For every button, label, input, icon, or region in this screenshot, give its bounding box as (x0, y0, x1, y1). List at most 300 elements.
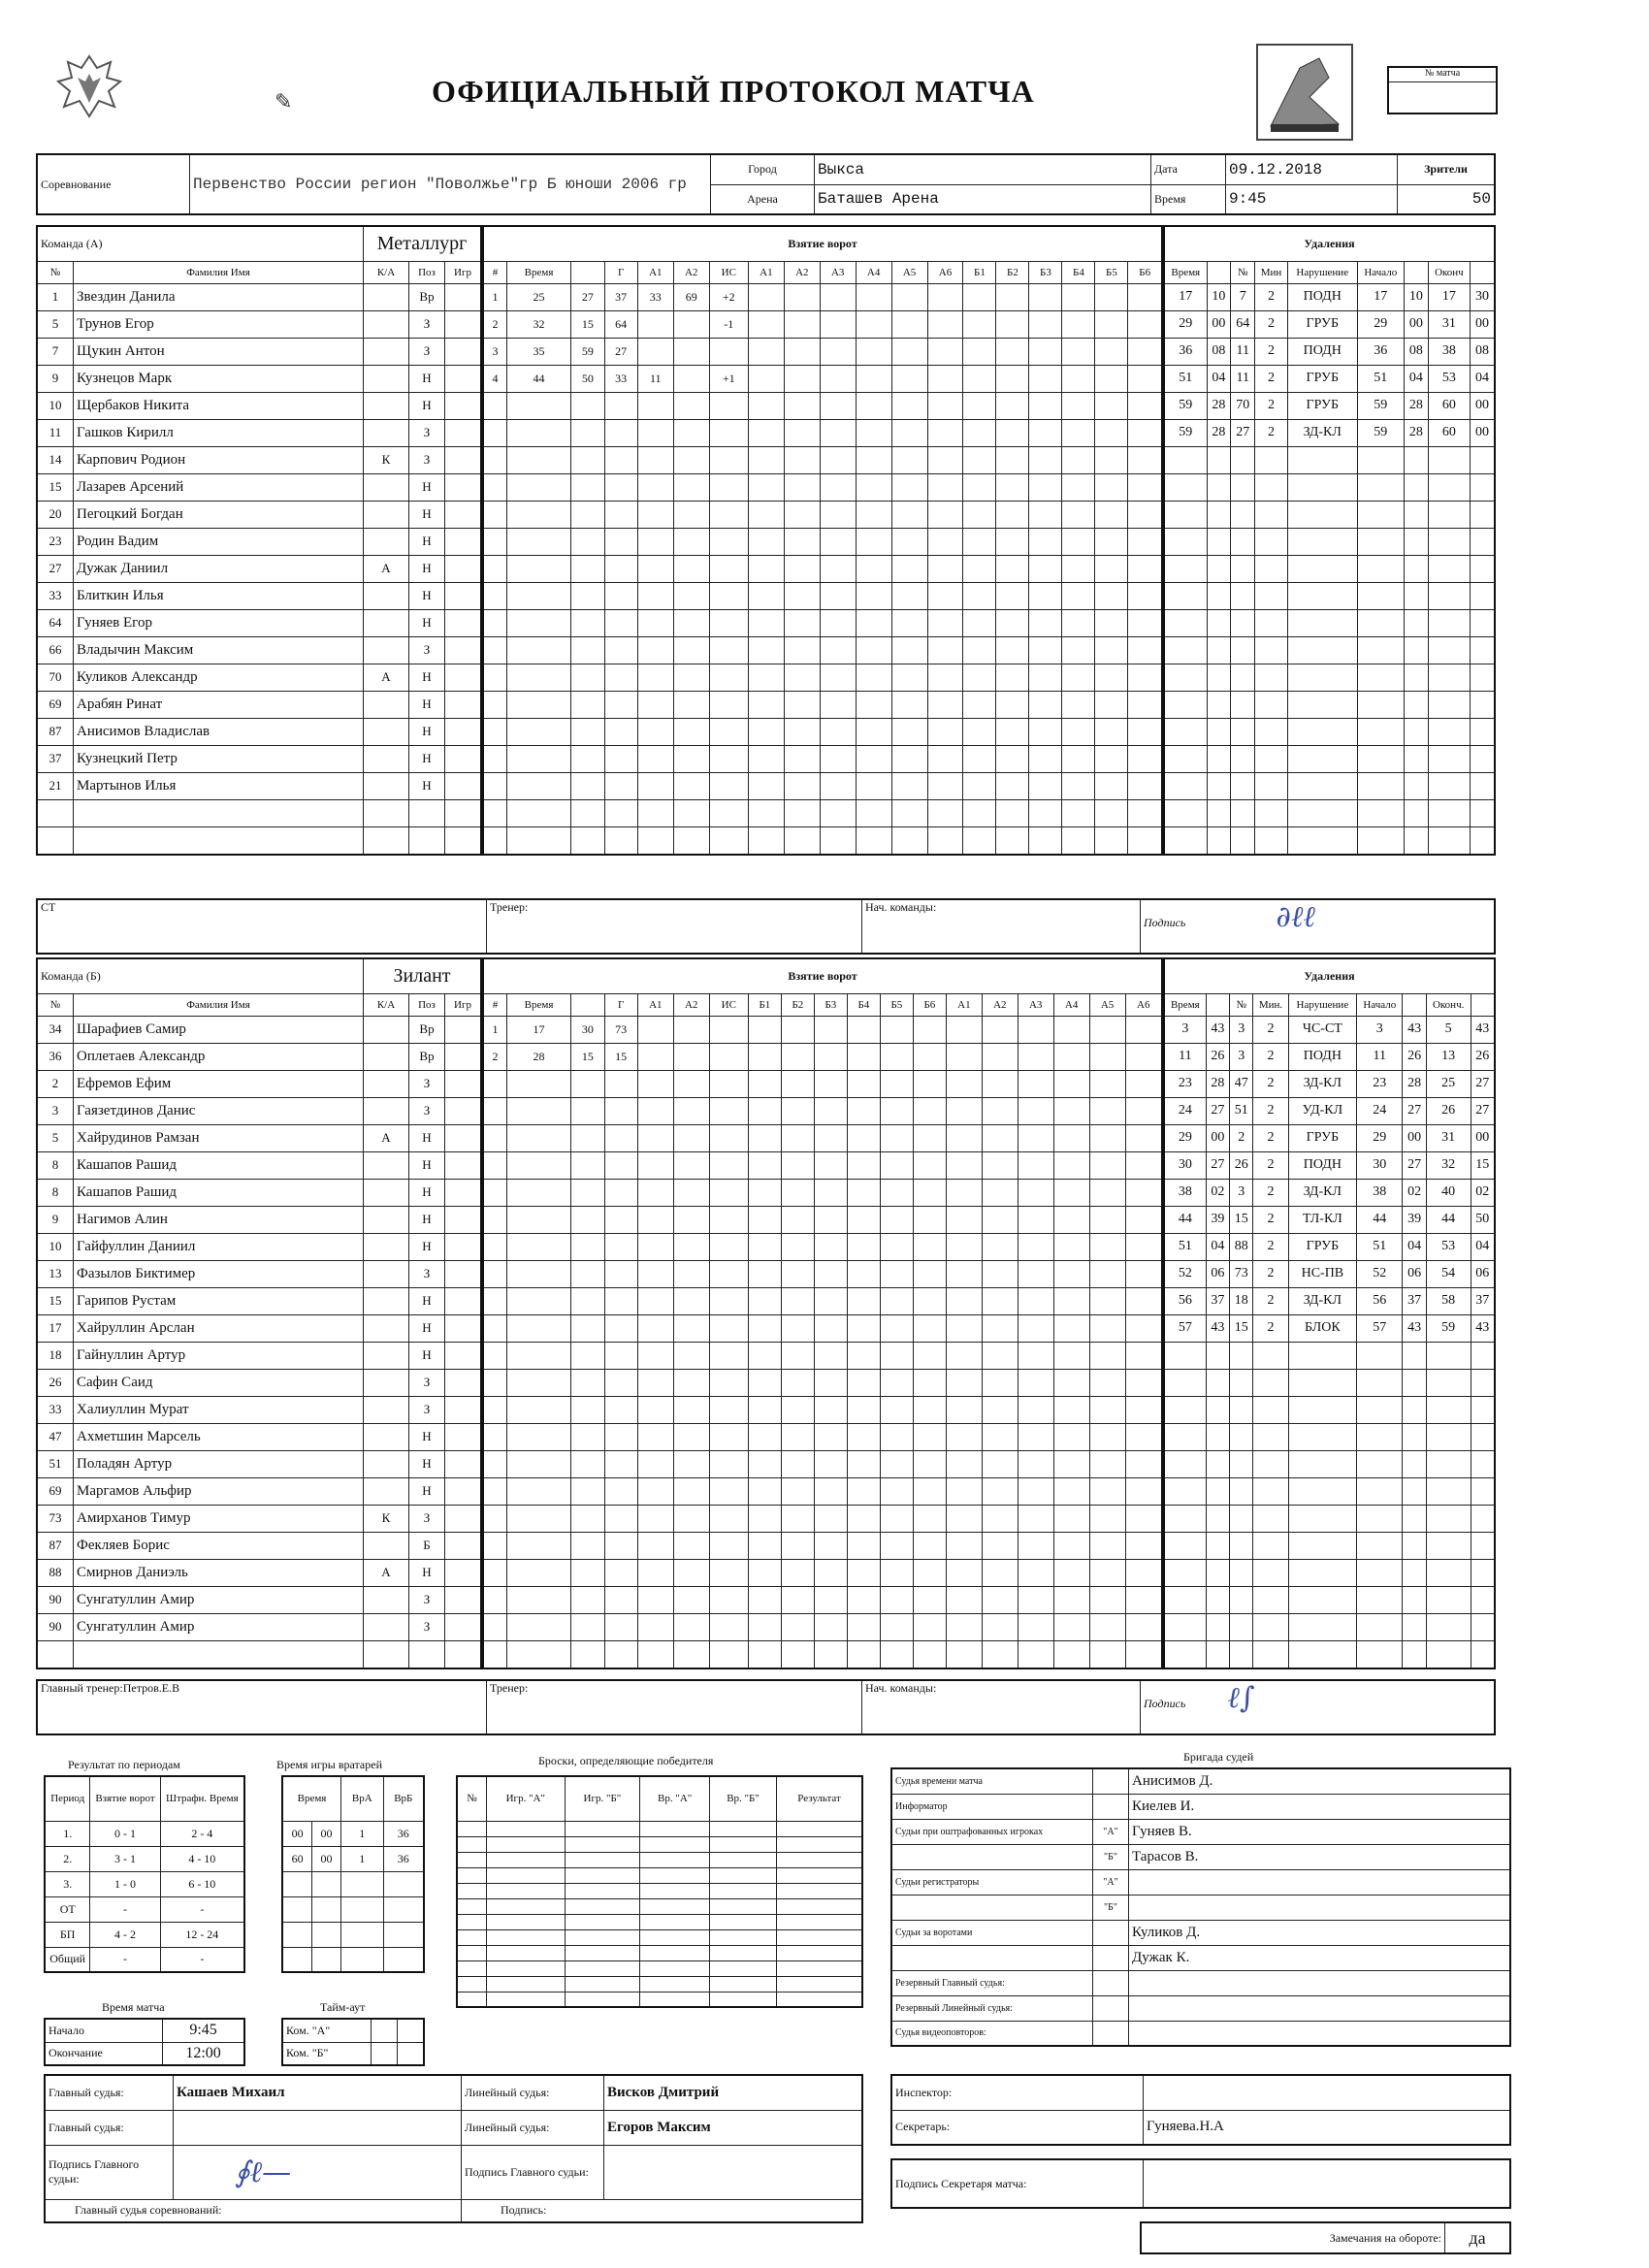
team-b-pen-start-min: 38 (1357, 1179, 1403, 1206)
team-b-goals-header-14: А2 (982, 993, 1018, 1016)
team-a-goal-onice (748, 310, 784, 338)
team-b-pen-start-sec (1403, 1396, 1426, 1423)
team-a-pen-minutes (1255, 664, 1288, 691)
secretary-label: Секретарь: (891, 2110, 1144, 2145)
team-b-goal-scorer (604, 1505, 637, 1532)
team-a-goal-onice (891, 446, 927, 473)
referees-table (44, 2074, 863, 2223)
team-b-goal-second: 15 (571, 1043, 604, 1070)
team-a-goal-situation (709, 338, 748, 365)
sign-3-label: Подпись: (462, 2199, 863, 2222)
team-a-player-number: 5 (37, 310, 74, 338)
team-a-goal-onice (1095, 419, 1128, 446)
team-b-goal-onice (880, 1450, 913, 1477)
team-b-goal-onice (781, 1423, 814, 1450)
team-b-goal-onice (814, 1206, 847, 1233)
team-a-pen-minutes (1255, 691, 1288, 718)
team-b-goal-onice (913, 1097, 946, 1124)
team-a-goal-onice (927, 745, 963, 772)
team-b-goal-second (571, 1423, 604, 1450)
team-b-goal-onice (781, 1477, 814, 1505)
team-b-pen-end-sec: 27 (1471, 1097, 1495, 1124)
team-a-goal-assist-1 (637, 826, 673, 855)
team-b-player-row (37, 1287, 481, 1314)
team-b-goal-onice (1125, 1314, 1162, 1342)
team-a-goal-number: 4 (483, 365, 506, 392)
team-a-goal-onice (996, 745, 1029, 772)
team-a-goal-second (571, 772, 604, 799)
team-a-goal-assist-2 (673, 555, 709, 582)
team-a-pen-second (1207, 528, 1231, 555)
team-b-goal-number (483, 1260, 506, 1287)
team-b-goal-situation (709, 1450, 748, 1477)
shootout-table (456, 1775, 863, 2008)
team-b-goal-onice (1018, 1287, 1053, 1314)
team-b-goal-onice (1053, 1559, 1089, 1586)
team-b-pen-minute (1164, 1477, 1206, 1505)
team-b-player-ka (364, 1423, 409, 1450)
team-b-pen-player: 88 (1230, 1233, 1253, 1260)
team-a-goal-onice (891, 338, 927, 365)
periods-table (44, 1775, 245, 1973)
team-a-pen-second: 28 (1207, 392, 1231, 419)
team-a-pen-end-min: 31 (1428, 310, 1470, 338)
team-a-goal-onice (1095, 664, 1128, 691)
team-b-goal-onice (748, 1314, 781, 1342)
team-a-goal-assist-2 (673, 691, 709, 718)
team-b-goal-onice (946, 1450, 982, 1477)
team-a-player-played (445, 501, 482, 528)
team-b-pen-start-sec: 26 (1403, 1043, 1426, 1070)
team-a-pen-end-min: 38 (1428, 338, 1470, 365)
team-a-goal-onice (784, 582, 820, 609)
team-a-pens-header-0: Время (1164, 261, 1207, 283)
team-a-goal-onice (927, 582, 963, 609)
official-side (1093, 1995, 1129, 2021)
team-a-pen-start-sec: 28 (1404, 392, 1428, 419)
team-a-pen-start-sec (1404, 664, 1428, 691)
team-b-goal-onice (1125, 1586, 1162, 1613)
team-b-goal-onice (1018, 1070, 1053, 1097)
team-b-goal-number (483, 1586, 506, 1613)
team-b-pen-end-min: 54 (1426, 1260, 1471, 1287)
team-a-goal-onice (748, 772, 784, 799)
team-b-goal-onice (946, 1369, 982, 1396)
team-b-player-row (37, 1314, 481, 1342)
team-a-goal-onice (748, 392, 784, 419)
team-b-pen-minute (1164, 1532, 1206, 1559)
team-a-pen-start-min (1357, 446, 1404, 473)
team-b-goal-onice (814, 1532, 847, 1559)
team-b-goal-onice (946, 1505, 982, 1532)
team-a-pen-start-min: 17 (1357, 283, 1404, 310)
team-b-pen-player: 73 (1230, 1260, 1253, 1287)
team-a-player-played (445, 365, 482, 392)
team-b-pen-end-sec (1471, 1369, 1495, 1396)
team-b-pen-minutes: 2 (1253, 1314, 1288, 1342)
team-a-pen-end-sec: 00 (1471, 419, 1495, 446)
team-b-goal-assist-2 (673, 1559, 709, 1586)
team-b-goal-onice (880, 1233, 913, 1260)
team-a-penalties (1163, 225, 1496, 856)
team-a-goal-onice (1029, 745, 1062, 772)
shootout-cell (487, 1960, 565, 1976)
team-a-player-number: 14 (37, 446, 74, 473)
team-b-pen-second (1206, 1450, 1229, 1477)
team-b-goal-onice (1018, 1151, 1053, 1179)
team-b-player-played (445, 1423, 482, 1450)
team-a-goal-onice (963, 745, 996, 772)
team-b-goal-onice (847, 1070, 880, 1097)
team-b-goal-onice (913, 1505, 946, 1532)
team-b-goal-onice (814, 1097, 847, 1124)
team-b-player-name: Сунгатуллин Амир (74, 1613, 364, 1640)
team-a-goal-number (483, 392, 506, 419)
team-a-goals-header-9: А3 (820, 261, 856, 283)
team-a-pen-end-sec (1471, 609, 1495, 636)
team-a-goal-onice (891, 636, 927, 664)
team-b-goal-onice (748, 1613, 781, 1640)
officials-table (890, 1767, 1511, 2047)
team-a-pen-minutes: 2 (1255, 283, 1288, 310)
team-b-goal-onice (913, 1450, 946, 1477)
team-a-player-number: 1 (37, 283, 74, 310)
team-a-goal-number (483, 664, 506, 691)
team-b-player-number: 88 (37, 1559, 74, 1586)
period-pim: 4 - 10 (160, 1846, 244, 1871)
team-a-goal-onice (1062, 473, 1095, 501)
team-b-pen-start-sec: 28 (1403, 1070, 1426, 1097)
team-a-goal-minute (506, 501, 570, 528)
team-b-goal-second: 30 (571, 1016, 604, 1043)
team-b-goal-onice (982, 1505, 1018, 1532)
team-b-player-number (37, 1640, 74, 1669)
period-label: 2. (45, 1846, 90, 1871)
team-b-goal-onice (847, 1233, 880, 1260)
team-a-player-row (37, 664, 481, 691)
team-b-pen-start-min: 57 (1357, 1314, 1403, 1342)
team-a-goal-onice (1062, 310, 1095, 338)
sign-main-1-label: Подпись Главного судьи: (45, 2145, 174, 2199)
shootout-cell (565, 1898, 640, 1914)
team-a-pen-minute: 29 (1164, 310, 1207, 338)
team-b-goal-assist-2 (673, 1070, 709, 1097)
shootout-cell (565, 1914, 640, 1929)
team-b-player-pos: З (409, 1097, 445, 1124)
team-b-goal-second (571, 1342, 604, 1369)
team-a-goal-onice (748, 636, 784, 664)
team-b-goal-situation (709, 1477, 748, 1505)
team-b-goal-onice (781, 1260, 814, 1287)
team-a-pen-minutes: 2 (1255, 419, 1288, 446)
team-a-pen-minute (1164, 501, 1207, 528)
team-a-player-ka (364, 365, 409, 392)
team-b-player-name: Хайруллин Арслан (74, 1314, 364, 1342)
official-row (891, 1920, 1510, 1945)
period-label: 1. (45, 1821, 90, 1846)
team-b-goal-minute (506, 1179, 570, 1206)
team-b-goal-onice (880, 1016, 913, 1043)
team-a-pen-minute: 59 (1164, 392, 1207, 419)
team-a-player-row (37, 310, 481, 338)
team-a-goal-onice (927, 772, 963, 799)
team-b-goal-onice (913, 1070, 946, 1097)
team-b-pen-start-sec: 27 (1403, 1097, 1426, 1124)
team-a-player-name: Мартынов Илья (74, 772, 364, 799)
team-b-goal-second (571, 1450, 604, 1477)
team-b-goal-onice (1053, 1640, 1089, 1669)
team-b-penalty-row (1164, 1124, 1495, 1151)
team-a-player-name: Дужак Даниил (74, 555, 364, 582)
team-a-goals-header-14: Б2 (996, 261, 1029, 283)
team-a-goal-onice (784, 691, 820, 718)
hockey-logo (1251, 39, 1358, 146)
team-b-penalty-row (1164, 1369, 1495, 1396)
team-b-goal-assist-1 (637, 1070, 673, 1097)
team-b-pen-second: 27 (1206, 1151, 1229, 1179)
team-b-player-number: 3 (37, 1097, 74, 1124)
team-a-player-row (37, 501, 481, 528)
period-label: 3. (45, 1871, 90, 1896)
team-a-goal-second (571, 799, 604, 826)
team-a-goal-onice (856, 582, 891, 609)
team-b-goal-onice (847, 1396, 880, 1423)
team-a-pen-start-sec (1404, 691, 1428, 718)
team-a-goal-onice (856, 772, 891, 799)
shootout-cell (640, 1867, 710, 1883)
shootout-row (457, 1992, 862, 2007)
team-a-pen-start-sec (1404, 582, 1428, 609)
team-a-goal-onice (748, 826, 784, 855)
team-a-goal-onice (1095, 745, 1128, 772)
goalie-second: 00 (312, 1846, 341, 1871)
team-b-player-played (445, 1151, 482, 1179)
official-row (891, 1844, 1510, 1869)
team-b-goal-onice (1018, 1043, 1053, 1070)
team-b-goal-onice (982, 1559, 1018, 1586)
team-b-goal-assist-1 (637, 1151, 673, 1179)
competition-ref-label: Главный судья соревнований: (45, 2199, 462, 2222)
team-a-goal-row (483, 365, 1162, 392)
team-b-goal-onice (1018, 1586, 1053, 1613)
team-b-pen-player (1230, 1532, 1253, 1559)
team-a-goal-onice (927, 664, 963, 691)
team-a-goal-onice (1128, 283, 1162, 310)
team-b-pen-player: 3 (1230, 1043, 1253, 1070)
team-a-pen-minutes: 2 (1255, 338, 1288, 365)
team-a-pen-second (1207, 582, 1231, 609)
team-b-pen-minute (1164, 1586, 1206, 1613)
team-a-goal-onice (748, 501, 784, 528)
team-a-goal-scorer (604, 826, 637, 855)
goalie-b (383, 1947, 424, 1972)
team-a-goal-onice (996, 636, 1029, 664)
team-b-goal-onice (847, 1586, 880, 1613)
team-a-penalty-row (1164, 528, 1495, 555)
team-a-goal-number (483, 636, 506, 664)
line-ref-1-value: Висков Дмитрий (604, 2075, 863, 2110)
team-a-goal-onice (1062, 745, 1095, 772)
match-time-table (44, 2018, 245, 2066)
team-a-goal-assist-1 (637, 745, 673, 772)
inspector-value (1144, 2075, 1511, 2110)
goalie-time-body (282, 1821, 424, 1972)
team-b-goal-scorer (604, 1206, 637, 1233)
team-a-goal-second (571, 392, 604, 419)
team-b-goal-onice (1018, 1423, 1053, 1450)
team-a-pen-end-sec (1471, 718, 1495, 745)
team-a-goal-onice (1128, 799, 1162, 826)
official-side (1093, 1970, 1129, 1995)
shootout-row (457, 1914, 862, 1929)
official-role: Резервный Главный судья: (891, 1970, 1093, 1995)
team-a-goal-onice (820, 555, 856, 582)
team-a-goal-minute (506, 555, 570, 582)
shootout-row (457, 1945, 862, 1960)
team-b-goal-assist-1 (637, 1423, 673, 1450)
team-a-goal-minute (506, 419, 570, 446)
sign-main-2-label: Подпись Главного судьи: (462, 2145, 604, 2199)
team-a-player-ka (364, 338, 409, 365)
team-a-goal-onice (1029, 365, 1062, 392)
team-a-goal-onice (1029, 691, 1062, 718)
team-a-player-name: Блиткин Илья (74, 582, 364, 609)
team-a-player-ka: А (364, 555, 409, 582)
team-b-pen-infraction (1288, 1613, 1356, 1640)
team-a-goal-assist-1: 11 (637, 365, 673, 392)
team-a-goal-onice (856, 799, 891, 826)
official-row (891, 1995, 1510, 2021)
team-b-pen-second: 26 (1206, 1043, 1229, 1070)
team-b-goal-onice (982, 1206, 1018, 1233)
team-a-player-ka (364, 718, 409, 745)
team-a-goals-header-16: Б4 (1062, 261, 1095, 283)
periods-body (45, 1821, 244, 1972)
team-a-goal-second (571, 528, 604, 555)
team-b-goal-second (571, 1505, 604, 1532)
shootout-cell (457, 1914, 487, 1929)
team-a-pen-start-min: 29 (1357, 310, 1404, 338)
team-a-pens-header-1 (1207, 261, 1231, 283)
shootout-cell (640, 1852, 710, 1867)
team-a-goal-onice (891, 745, 927, 772)
period-row (45, 1947, 244, 1972)
team-a-pen-minutes (1255, 555, 1288, 582)
team-b-player-number: 15 (37, 1287, 74, 1314)
team-a-pen-end-min (1428, 446, 1470, 473)
team-a-goal-onice (1128, 826, 1162, 855)
team-b-goal-row (483, 1450, 1162, 1477)
team-a-goal-onice (820, 636, 856, 664)
team-b-goal-onice (847, 1260, 880, 1287)
team-a-goal-onice (963, 392, 996, 419)
team-b-goal-onice (982, 1450, 1018, 1477)
team-b-goal-row (483, 1369, 1162, 1396)
team-a-goal-onice (748, 446, 784, 473)
team-a-player-number: 87 (37, 718, 74, 745)
team-b-goal-situation (709, 1287, 748, 1314)
team-a-pen-end-sec (1471, 799, 1495, 826)
team-b-goal-situation (709, 1097, 748, 1124)
team-b-player-ka (364, 1477, 409, 1505)
team-b-penalty-row (1164, 1396, 1495, 1423)
team-a-player-name: Карпович Родион (74, 446, 364, 473)
team-a-player-number: 27 (37, 555, 74, 582)
team-b-goal-scorer (604, 1477, 637, 1505)
team-a-goal-assist-2 (673, 636, 709, 664)
team-a-player-pos: З (409, 446, 445, 473)
team-a-pen-player (1231, 745, 1255, 772)
team-b-goal-onice (1089, 1586, 1125, 1613)
team-a-pen-minutes (1255, 528, 1288, 555)
team-a-penalty-row (1164, 310, 1495, 338)
team-b-goal-assist-1 (637, 1043, 673, 1070)
team-a-pen-end-min: 60 (1428, 392, 1470, 419)
team-b-goal-onice (1053, 1179, 1089, 1206)
team-a-goal-onice (927, 691, 963, 718)
team-a-pen-infraction (1287, 664, 1357, 691)
eagle-emblem-icon (50, 49, 128, 126)
team-b-goal-onice (1089, 1070, 1125, 1097)
team-b-goal-row (483, 1070, 1162, 1097)
team-b-pen-end-min: 44 (1426, 1206, 1471, 1233)
team-b-goal-onice (982, 1124, 1018, 1151)
team-b-goal-onice (1089, 1477, 1125, 1505)
team-a-pen-minute (1164, 528, 1207, 555)
team-b-player-row (37, 1423, 481, 1450)
team-a-goal-second: 50 (571, 365, 604, 392)
team-b-player-row (37, 1450, 481, 1477)
team-b-pen-minutes (1253, 1369, 1288, 1396)
team-a-section (36, 225, 1496, 955)
team-a-goal-assist-1 (637, 501, 673, 528)
team-a-goal-minute (506, 582, 570, 609)
team-b-pen-start-min: 56 (1357, 1287, 1403, 1314)
team-a-pen-start-min: 36 (1357, 338, 1404, 365)
team-b-goal-onice (814, 1043, 847, 1070)
shootout-cell (565, 1929, 640, 1945)
team-a-goal-minute (506, 392, 570, 419)
team-a-goal-onice (996, 528, 1029, 555)
team-b-player-row (37, 1233, 481, 1260)
team-b-goal-row (483, 1016, 1162, 1043)
team-a-goals-header-10: А4 (856, 261, 891, 283)
team-a-goal-onice (996, 772, 1029, 799)
line-ref-1-label: Линейный судья: (462, 2075, 604, 2110)
team-a-goal-assist-1 (637, 799, 673, 826)
team-a-goal-onice (996, 826, 1029, 855)
team-b-goals-header-7: Б1 (748, 993, 781, 1016)
team-b-pen-minute: 29 (1164, 1124, 1206, 1151)
team-a-goal-scorer (604, 473, 637, 501)
team-a-goal-onice (1029, 473, 1062, 501)
team-b-pen-end-sec: 26 (1471, 1043, 1495, 1070)
team-a-pen-infraction (1287, 473, 1357, 501)
team-a-goal-row (483, 609, 1162, 636)
team-b-goal-minute (506, 1342, 570, 1369)
team-b-goal-onice (814, 1586, 847, 1613)
official-role (891, 1895, 1093, 1920)
team-a-goal-row (483, 392, 1162, 419)
team-a-goal-onice (996, 310, 1029, 338)
team-b-player-row (37, 1369, 481, 1396)
team-b-goals-header-5: А2 (673, 993, 709, 1016)
team-b-goals-header-17: А5 (1089, 993, 1125, 1016)
team-a-pen-player (1231, 501, 1255, 528)
team-b-pen-start-sec (1403, 1477, 1426, 1505)
team-a-goal-onice (748, 609, 784, 636)
team-b-player-ka (364, 1070, 409, 1097)
